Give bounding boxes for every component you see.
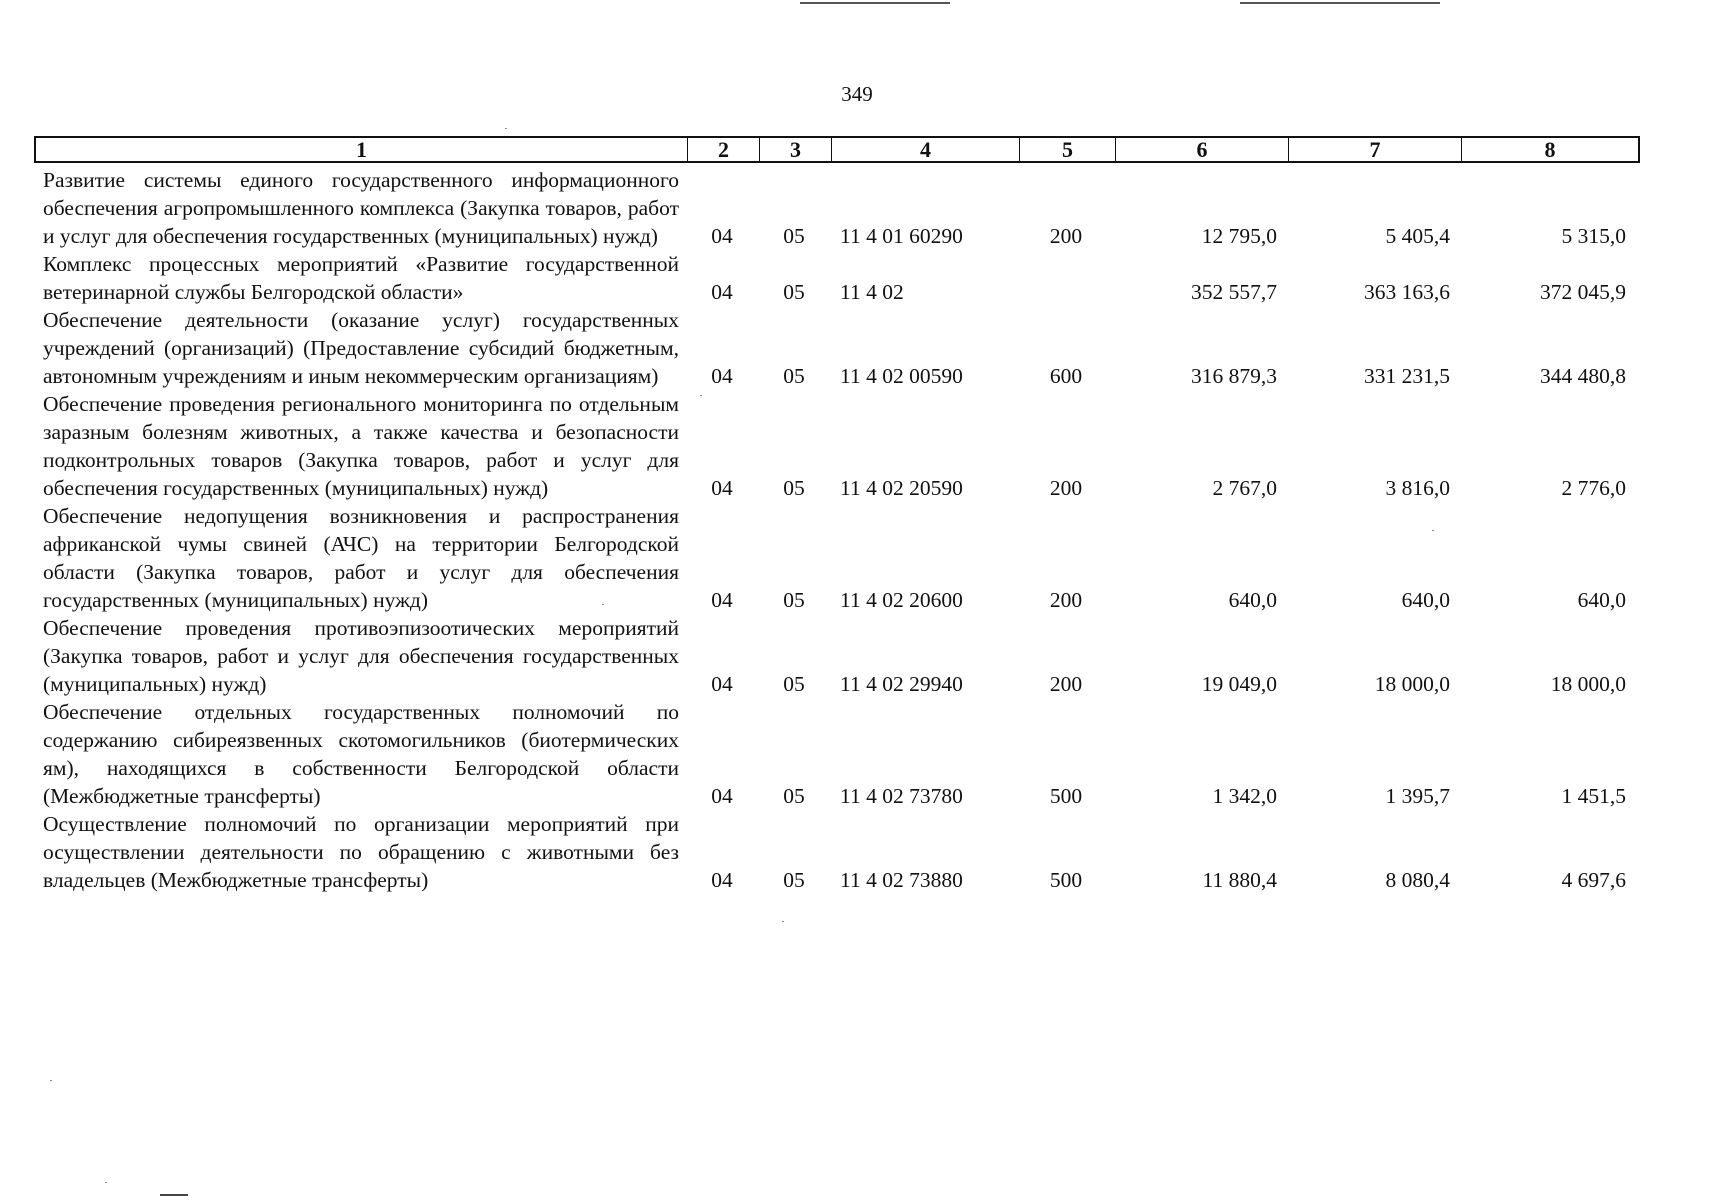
row-description: Осуществление полномочий по организации мероприятий при осуществлении деятельности по обращению с животными без владельцев (Межбюджетные трансферты) — [43, 812, 679, 892]
table-body — [34, 166, 1640, 894]
cell-amount-6: 316 879,3 — [1191, 364, 1277, 388]
cell-target-code: 11 4 02 20590 — [840, 476, 963, 500]
cell-section: 04 — [711, 476, 733, 500]
cell-target-code: 11 4 02 00590 — [840, 364, 963, 388]
column-header-1: 1 — [36, 138, 688, 161]
cell-section: 04 — [711, 364, 733, 388]
cell-subsection: 05 — [783, 868, 805, 892]
cell-section: 04 — [711, 672, 733, 696]
cell-amount-7: 5 405,4 — [1385, 224, 1450, 248]
cell-amount-6: 19 049,0 — [1201, 672, 1277, 696]
cell-expense-type: 200 — [1049, 224, 1083, 248]
column-header-3: 3 — [760, 138, 832, 161]
cell-target-code: 11 4 02 — [840, 280, 904, 304]
cell-target-code: 11 4 01 60290 — [840, 224, 963, 248]
cell-amount-7: 363 163,6 — [1364, 280, 1450, 304]
cell-amount-8: 1 451,5 — [1561, 784, 1626, 808]
cell-subsection: 05 — [783, 784, 805, 808]
row-description: Обеспечение проведения противоэпизоотических мероприятий (Закупка товаров, работ и услуг для обеспечения государственных (муниципальных) нужд) — [43, 616, 679, 696]
scan-speck — [105, 1182, 107, 1183]
cell-expense-type: 500 — [1049, 868, 1083, 892]
cell-section: 04 — [711, 588, 733, 612]
scan-speck — [782, 921, 784, 922]
cell-subsection: 05 — [783, 364, 805, 388]
cell-amount-8: 18 000,0 — [1550, 672, 1626, 696]
row-description: Обеспечение отдельных государственных полномочий по содержанию сибиреязвенных скотомогильников (биотермических ям), находящихся в собственности Белгородской области (Межбюджетные трансферты) — [43, 700, 679, 808]
scan-speck — [50, 1080, 52, 1081]
table-row — [34, 614, 1640, 698]
cell-amount-6: 1 342,0 — [1212, 784, 1277, 808]
cell-amount-7: 640,0 — [1401, 588, 1450, 612]
top-scan-line-left — [800, 2, 950, 4]
page-number: 349 — [841, 82, 873, 106]
table-row — [34, 166, 1640, 250]
cell-amount-8: 2 776,0 — [1561, 476, 1626, 500]
cell-section: 04 — [711, 868, 733, 892]
top-scan-line-right — [1240, 2, 1440, 4]
cell-section: 04 — [711, 280, 733, 304]
cell-expense-type: 200 — [1049, 476, 1083, 500]
cell-target-code: 11 4 02 73780 — [840, 784, 963, 808]
cell-amount-7: 18 000,0 — [1374, 672, 1450, 696]
cell-amount-7: 3 816,0 — [1385, 476, 1450, 500]
table-row — [34, 250, 1640, 306]
scan-mark — [160, 1194, 188, 1196]
cell-expense-type: 500 — [1049, 784, 1083, 808]
cell-expense-type: 600 — [1049, 364, 1083, 388]
cell-amount-6: 12 795,0 — [1201, 224, 1277, 248]
table-row — [34, 698, 1640, 810]
table-row — [34, 502, 1640, 614]
cell-subsection: 05 — [783, 224, 805, 248]
cell-amount-6: 352 557,7 — [1191, 280, 1277, 304]
cell-amount-8: 4 697,6 — [1561, 868, 1626, 892]
table-row — [34, 390, 1640, 502]
cell-subsection: 05 — [783, 588, 805, 612]
scan-speck — [505, 128, 507, 129]
cell-target-code: 11 4 02 73880 — [840, 868, 963, 892]
column-header-7: 7 — [1289, 138, 1462, 161]
cell-amount-7: 331 231,5 — [1364, 364, 1450, 388]
cell-amount-6: 2 767,0 — [1212, 476, 1277, 500]
table-row — [34, 306, 1640, 390]
column-header-8: 8 — [1544, 137, 1556, 162]
table-row — [34, 810, 1640, 894]
cell-amount-6: 11 880,4 — [1202, 868, 1277, 892]
row-description: Обеспечение проведения регионального мониторинга по отдельным заразным болезням животных, а также качества и безопасности подконтрольных товаров (Закупка товаров, работ и услуг для обеспечения государственных (муниципальных) нужд) — [43, 392, 679, 500]
cell-expense-type: 200 — [1049, 588, 1083, 612]
table-header — [34, 136, 1640, 163]
column-header-6: 6 — [1116, 138, 1289, 161]
cell-amount-8: 372 045,9 — [1540, 280, 1626, 304]
cell-amount-8: 344 480,8 — [1540, 364, 1626, 388]
cell-subsection: 05 — [783, 476, 805, 500]
row-description: Комплекс процессных мероприятий «Развитие государственной ветеринарной службы Белгородской области» — [43, 252, 679, 304]
row-description: Обеспечение недопущения возникновения и распространения африканской чумы свиней (АЧС) на территории Белгородской области (Закупка товаров, работ и услуг для обеспечения государственных (муниципальных) нужд) — [43, 504, 679, 612]
column-header-4: 4 — [832, 138, 1020, 161]
cell-amount-8: 640,0 — [1577, 588, 1626, 612]
row-description: Развитие системы единого государственного информационного обеспечения агропромышленного комплекса (Закупка товаров, работ и услуг для обеспечения государственных (муниципальных) нужд) — [43, 168, 679, 248]
column-header-5: 5 — [1020, 138, 1116, 161]
cell-subsection: 05 — [783, 280, 805, 304]
cell-expense-type: 200 — [1049, 672, 1083, 696]
column-header-2: 2 — [688, 138, 760, 161]
cell-amount-8: 5 315,0 — [1561, 224, 1626, 248]
cell-target-code: 11 4 02 20600 — [840, 588, 963, 612]
row-description: Обеспечение деятельности (оказание услуг) государственных учреждений (организаций) (Предоставление субсидий бюджетным, автономным учреждениям и иным некоммерческим организациям) — [43, 308, 679, 388]
cell-amount-6: 640,0 — [1228, 588, 1277, 612]
cell-amount-7: 1 395,7 — [1385, 784, 1450, 808]
cell-amount-7: 8 080,4 — [1385, 868, 1450, 892]
cell-section: 04 — [711, 784, 733, 808]
cell-target-code: 11 4 02 29940 — [840, 672, 963, 696]
cell-section: 04 — [711, 224, 733, 248]
cell-subsection: 05 — [783, 672, 805, 696]
